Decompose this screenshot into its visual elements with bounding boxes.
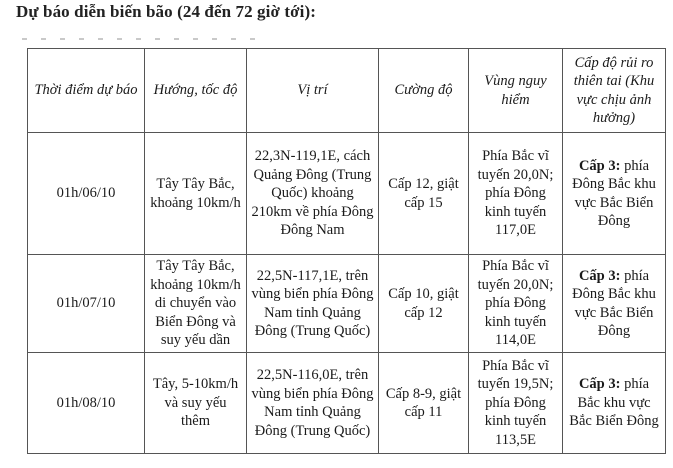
cell-position: 22,5N-117,1E, trên vùng biển phía Đông Nam tỉnh Quảng Đông (Trung Quốc) xyxy=(247,255,379,353)
cell-intensity: Cấp 8-9, giật cấp 11 xyxy=(379,353,469,454)
cell-danger-zone: Phía Bắc vĩ tuyến 20,0N; phía Đông kinh tuyến 114,0E xyxy=(469,255,563,353)
table-row xyxy=(28,255,666,353)
faint-text-remnant xyxy=(22,38,272,46)
table-row xyxy=(28,133,666,255)
storm-forecast-table xyxy=(27,48,666,454)
cell-position: 22,3N-119,1E, cách Quảng Đông (Trung Quốc) khoảng 210km về phía Đông Đông Nam xyxy=(247,133,379,255)
cell-intensity: Cấp 12, giật cấp 15 xyxy=(379,133,469,255)
header-danger-zone: Vùng nguy hiểm xyxy=(469,49,563,133)
cell-time: 01h/06/10 xyxy=(28,133,145,255)
header-time: Thời điểm dự báo xyxy=(28,49,145,133)
header-intensity: Cường độ xyxy=(379,49,469,133)
cell-danger-zone: Phía Bắc vĩ tuyến 19,5N; phía Đông kinh tuyến 113,5E xyxy=(469,353,563,454)
page-heading: Dự báo diễn biến bão (24 đến 72 giờ tới): xyxy=(16,2,316,21)
header-direction: Hướng, tốc độ xyxy=(145,49,247,133)
cell-risk xyxy=(563,255,666,353)
cell-position: 22,5N-116,0E, trên vùng biển phía Đông Nam tỉnh Quảng Đông (Trung Quốc) xyxy=(247,353,379,454)
cell-time: 01h/08/10 xyxy=(28,353,145,454)
header-risk-level: Cấp độ rủi ro thiên tai (Khu vực chịu ảnh hưởng) xyxy=(563,49,666,133)
cell-time: 01h/07/10 xyxy=(28,255,145,353)
cell-risk xyxy=(563,353,666,454)
risk-area-text: phía Đông Bắc khu vực Bắc Biển Đông xyxy=(572,267,656,339)
table-row xyxy=(28,353,666,454)
table-header-row xyxy=(28,49,666,133)
cell-direction: Tây Tây Bắc, khoảng 10km/h di chuyển vào Biển Đông và suy yếu dần xyxy=(145,255,247,353)
cell-direction: Tây, 5-10km/h và suy yếu thêm xyxy=(145,353,247,454)
cell-risk xyxy=(563,133,666,255)
risk-level-label: Cấp 3: xyxy=(578,376,621,393)
risk-area-text: phía Bắc khu vực Bắc Biển Đông xyxy=(569,376,659,430)
cell-intensity: Cấp 10, giật cấp 12 xyxy=(379,255,469,353)
cell-danger-zone: Phía Bắc vĩ tuyến 20,0N; phía Đông kinh tuyến 117,0E xyxy=(469,133,563,255)
risk-level-label: Cấp 3: xyxy=(578,267,621,284)
header-position: Vị trí xyxy=(247,49,379,133)
cell-direction: Tây Tây Bắc, khoảng 10km/h xyxy=(145,133,247,255)
risk-level-label: Cấp 3: xyxy=(578,157,621,174)
risk-area-text: phía Đông Bắc khu vực Bắc Biển Đông xyxy=(572,157,656,229)
